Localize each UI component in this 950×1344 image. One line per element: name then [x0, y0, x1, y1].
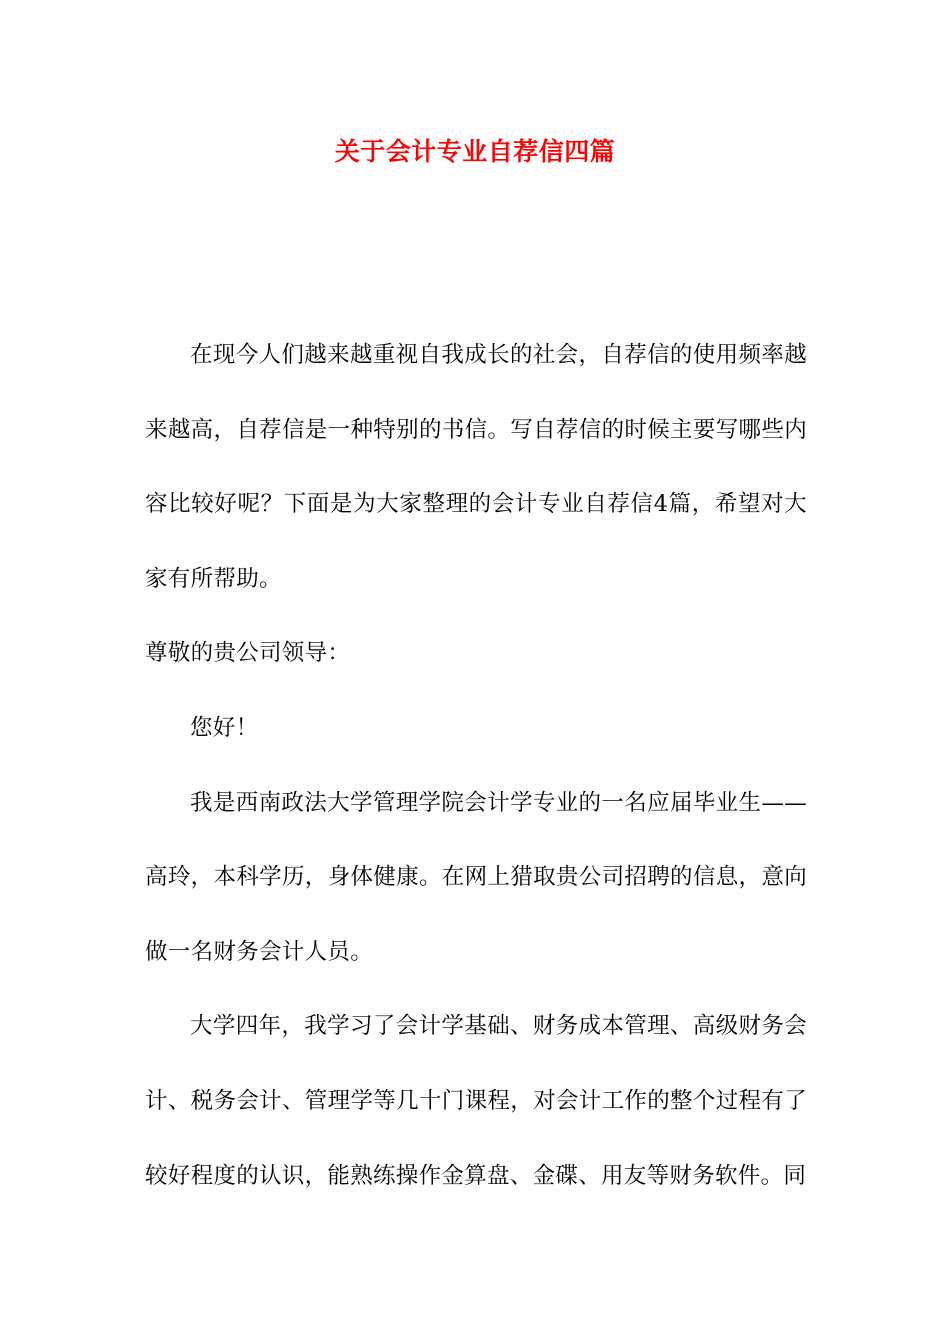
greeting: 您好！ — [190, 714, 259, 741]
document-body — [145, 318, 807, 1213]
document-title: 关于会计专业自荐信四篇 — [334, 137, 616, 166]
intro-paragraph: 在现今人们越来越重视自我成长的社会，自荐信的使用频率越来越高，自荐信是一种特别的书信。写自荐信的时候主要写哪些内容比较好呢？下面是为大家整理的会计专业自荐信4篇，希望对大家有所帮助。 — [145, 342, 807, 592]
self-introduction-paragraph: 我是西南政法大学管理学院会计学专业的一名应届毕业生——高玲，本科学历，身体健康。在网上猎取贵公司招聘的信息，意向做一名财务会计人员。 — [145, 789, 807, 965]
education-paragraph: 大学四年，我学习了会计学基础、财务成本管理、高级财务会计、税务会计、管理学等几十门课程，对会计工作的整个过程有了较好程度的认识，能熟练操作金算盘、金碟、用友等财务软件。同 — [145, 1013, 807, 1189]
salutation: 尊敬的贵公司领导： — [145, 640, 351, 667]
